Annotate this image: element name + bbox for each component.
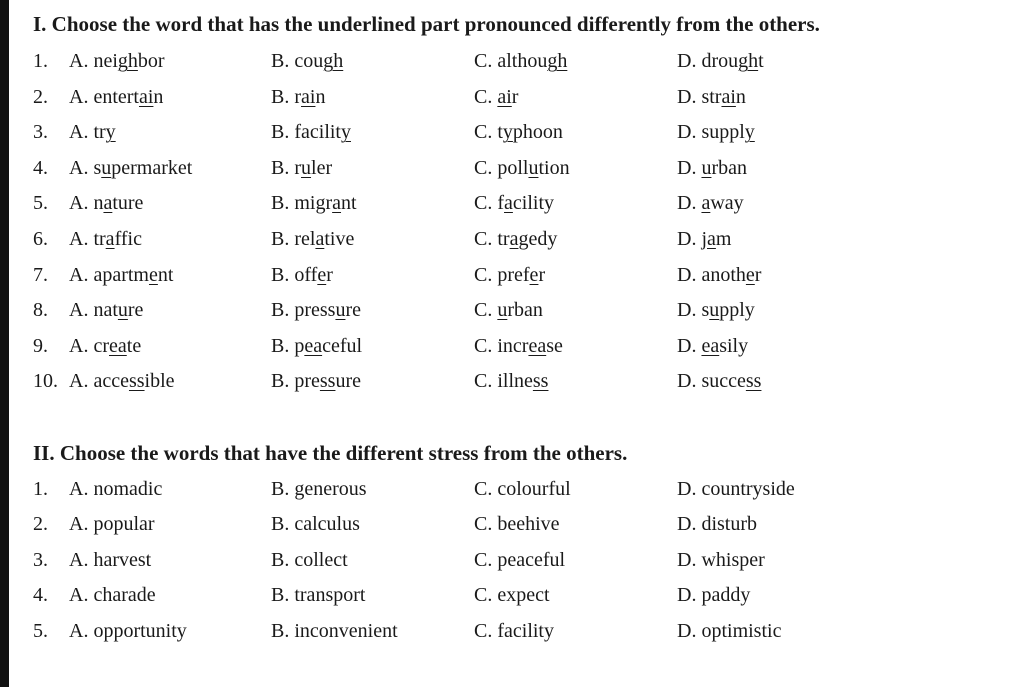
option-b: [271, 370, 361, 393]
worksheet: [33, 0, 1018, 687]
word-prefix: press: [294, 299, 336, 322]
option-letter: A.: [69, 263, 89, 286]
underlined-part: u: [101, 156, 112, 179]
word-suffix: re: [127, 299, 144, 322]
underlined-part: a: [105, 228, 115, 250]
option-letter: C.: [474, 299, 493, 322]
option-letter: C.: [474, 192, 493, 215]
underlined-part: ss: [128, 370, 145, 393]
question-number: 3.: [33, 121, 48, 144]
underlined-part: a: [707, 228, 716, 250]
option-d: [677, 549, 765, 572]
option-letter: D.: [677, 228, 697, 250]
option-d: [677, 478, 795, 501]
word-prefix: calculus: [294, 513, 360, 536]
word-suffix: ture: [112, 192, 144, 215]
option-letter: B.: [271, 334, 290, 357]
underlined-part: e: [529, 263, 539, 286]
underlined-part: u: [528, 156, 539, 179]
word-prefix: colourful: [497, 478, 571, 500]
underlined-part: y: [340, 121, 351, 144]
option-a: [69, 478, 162, 501]
word-prefix: popular: [93, 513, 155, 536]
word-prefix: generous: [294, 478, 367, 500]
question-number: 10.: [33, 370, 58, 393]
underlined-part: u: [497, 299, 508, 322]
word-prefix: paddy: [701, 584, 751, 607]
word-suffix: ure: [335, 370, 362, 393]
option-b: [271, 157, 332, 180]
word-prefix: opportunity: [93, 619, 187, 642]
option-letter: B.: [271, 263, 290, 286]
option-a: [69, 549, 151, 572]
word-suffix: sily: [719, 334, 749, 357]
option-c: [474, 478, 571, 501]
word-suffix: way: [710, 192, 744, 215]
word-prefix: charade: [93, 584, 156, 607]
option-letter: A.: [69, 548, 89, 571]
word-suffix: ceful: [322, 334, 363, 357]
word-prefix: poll: [497, 156, 529, 179]
word-prefix: off: [294, 263, 318, 286]
underlined-part: a: [103, 192, 113, 215]
word-prefix: cou: [294, 50, 324, 72]
option-letter: C.: [474, 85, 493, 108]
option-letter: A.: [69, 370, 89, 393]
question-number: 9.: [33, 334, 48, 357]
underlined-part: u: [709, 299, 720, 322]
question-number: 3.: [33, 548, 48, 571]
option-a: [69, 299, 143, 322]
question-number: 1.: [33, 478, 48, 500]
option-c: [474, 549, 565, 572]
option-c: [474, 228, 557, 251]
option-letter: A.: [69, 478, 89, 500]
underlined-part: gh: [323, 50, 344, 72]
word-suffix: permarket: [111, 156, 193, 179]
underlined-part: y: [502, 121, 513, 144]
word-prefix: migr: [294, 192, 333, 215]
underlined-part: ss: [532, 370, 549, 393]
option-b: [271, 513, 360, 536]
word-prefix: transport: [294, 584, 366, 607]
option-a: [69, 620, 187, 643]
option-a: [69, 228, 142, 251]
option-b: [271, 50, 343, 73]
option-letter: A.: [69, 513, 89, 536]
option-letter: D.: [677, 370, 697, 393]
option-b: [271, 121, 351, 144]
word-prefix: beehive: [497, 513, 560, 536]
option-b: [271, 620, 398, 643]
underlined-part: gh: [117, 50, 138, 72]
option-c: [474, 299, 543, 322]
option-letter: D.: [677, 192, 697, 215]
option-b: [271, 228, 354, 251]
word-suffix: t: [758, 50, 764, 72]
question-number: 8.: [33, 299, 48, 322]
option-letter: A.: [69, 584, 89, 607]
underlined-part: ai: [301, 85, 316, 108]
word-suffix: cility: [512, 192, 555, 215]
option-c: [474, 620, 554, 643]
option-letter: B.: [271, 156, 290, 179]
underlined-part: y: [744, 121, 755, 144]
option-letter: B.: [271, 370, 290, 393]
question-number: 1.: [33, 50, 48, 72]
option-a: [69, 335, 141, 358]
underlined-part: gh: [547, 50, 568, 72]
word-prefix: cr: [93, 334, 109, 357]
word-prefix: r: [294, 156, 302, 179]
word-suffix: ffic: [114, 228, 142, 250]
option-b: [271, 584, 365, 607]
option-letter: A.: [69, 156, 89, 179]
option-a: [69, 584, 156, 607]
underlined-part: a: [504, 192, 513, 215]
question-number: 5.: [33, 619, 48, 642]
option-letter: D.: [677, 513, 697, 536]
word-prefix: nat: [93, 299, 118, 322]
word-suffix: m: [715, 228, 732, 250]
option-letter: C.: [474, 370, 493, 393]
word-prefix: tr: [497, 228, 510, 250]
option-letter: A.: [69, 619, 89, 642]
option-letter: C.: [474, 263, 493, 286]
option-letter: B.: [271, 548, 290, 571]
underlined-part: ss: [319, 370, 336, 393]
option-letter: D.: [677, 50, 697, 72]
word-suffix: nt: [341, 192, 357, 215]
option-letter: C.: [474, 156, 493, 179]
underlined-part: ea: [528, 334, 547, 357]
option-d: [677, 157, 747, 180]
word-suffix: pply: [719, 299, 755, 322]
word-suffix: r: [538, 263, 546, 286]
word-prefix: apartm: [93, 263, 149, 286]
option-letter: B.: [271, 121, 290, 144]
underlined-part: a: [701, 192, 711, 215]
word-suffix: ible: [144, 370, 175, 393]
option-letter: C.: [474, 513, 493, 536]
option-letter: B.: [271, 584, 290, 607]
option-d: [677, 335, 748, 358]
option-letter: D.: [677, 478, 697, 500]
underlined-part: ai: [721, 85, 736, 108]
option-letter: B.: [271, 478, 290, 500]
option-letter: C.: [474, 478, 493, 500]
option-letter: A.: [69, 334, 89, 357]
underlined-part: ea: [304, 334, 323, 357]
word-suffix: r: [754, 263, 762, 286]
option-letter: A.: [69, 299, 89, 322]
left-edge-bar: [0, 0, 9, 687]
word-prefix: p: [294, 334, 305, 357]
word-prefix: suppl: [701, 121, 745, 144]
option-letter: B.: [271, 85, 290, 108]
option-c: [474, 370, 548, 393]
word-suffix: n: [153, 85, 164, 108]
underlined-part: gh: [738, 50, 759, 72]
word-suffix: n: [735, 85, 746, 108]
underlined-part: ss: [745, 370, 762, 393]
word-prefix: nomadic: [93, 478, 163, 500]
option-letter: B.: [271, 192, 290, 215]
word-prefix: tr: [93, 228, 106, 250]
option-a: [69, 264, 173, 287]
underlined-part: u: [301, 156, 312, 179]
option-d: [677, 299, 755, 322]
underlined-part: ai: [138, 85, 154, 108]
underlined-part: a: [315, 228, 325, 250]
option-letter: A.: [69, 50, 89, 72]
option-c: [474, 50, 567, 73]
word-prefix: r: [294, 85, 302, 108]
option-d: [677, 264, 761, 287]
option-letter: D.: [677, 299, 697, 322]
word-suffix: gedy: [518, 228, 558, 250]
option-letter: A.: [69, 121, 89, 144]
word-prefix: rel: [294, 228, 316, 250]
option-letter: C.: [474, 334, 493, 357]
option-letter: C.: [474, 584, 493, 607]
word-prefix: nei: [93, 50, 118, 72]
option-letter: B.: [271, 50, 290, 72]
option-d: [677, 584, 750, 607]
option-letter: C.: [474, 548, 493, 571]
option-c: [474, 157, 570, 180]
option-c: [474, 513, 560, 536]
option-d: [677, 513, 757, 536]
option-letter: B.: [271, 619, 290, 642]
word-prefix: str: [701, 85, 722, 108]
underlined-part: a: [332, 192, 342, 215]
question-number: 4.: [33, 156, 48, 179]
option-letter: A.: [69, 85, 89, 108]
word-prefix: acce: [93, 370, 129, 393]
underlined-part: u: [117, 299, 128, 322]
word-suffix: n: [315, 85, 326, 108]
word-prefix: anoth: [701, 263, 746, 286]
option-b: [271, 335, 362, 358]
word-suffix: rban: [711, 156, 747, 179]
word-suffix: rban: [507, 299, 543, 322]
word-suffix: bor: [137, 50, 165, 72]
option-letter: D.: [677, 263, 697, 286]
option-letter: C.: [474, 619, 493, 642]
option-d: [677, 86, 746, 109]
underlined-part: ea: [701, 334, 720, 357]
option-letter: D.: [677, 121, 697, 144]
word-suffix: ler: [311, 156, 333, 179]
word-prefix: s: [701, 299, 710, 322]
underlined-part: y: [105, 121, 116, 144]
word-prefix: succe: [701, 370, 746, 393]
section-2-heading: II. Choose the words that have the different stress from the others.: [33, 441, 628, 465]
word-suffix: phoon: [512, 121, 563, 144]
word-prefix: collect: [294, 548, 348, 571]
section-1-heading: I. Choose the word that has the underlined part pronounced differently from the others.: [33, 12, 820, 36]
option-b: [271, 299, 361, 322]
word-suffix: tion: [538, 156, 570, 179]
word-prefix: pre: [294, 370, 320, 393]
option-c: [474, 86, 518, 109]
option-a: [69, 157, 192, 180]
question-number: 4.: [33, 584, 48, 607]
option-a: [69, 192, 143, 215]
option-letter: A.: [69, 192, 89, 215]
question-number: 2.: [33, 85, 48, 108]
word-prefix: drou: [701, 50, 739, 72]
option-a: [69, 121, 116, 144]
word-prefix: t: [497, 121, 503, 144]
word-prefix: s: [93, 156, 102, 179]
word-suffix: te: [126, 334, 142, 357]
underlined-part: ai: [497, 85, 512, 108]
option-a: [69, 86, 163, 109]
word-prefix: peaceful: [497, 548, 566, 571]
option-letter: C.: [474, 50, 493, 72]
underlined-part: ea: [109, 334, 127, 357]
option-b: [271, 549, 348, 572]
option-letter: D.: [677, 334, 697, 357]
word-prefix: tr: [93, 121, 106, 144]
option-b: [271, 192, 357, 215]
option-d: [677, 192, 744, 215]
word-prefix: entert: [93, 85, 139, 108]
word-prefix: countryside: [701, 478, 795, 500]
word-prefix: incr: [497, 334, 529, 357]
option-b: [271, 264, 333, 287]
question-number: 7.: [33, 263, 48, 286]
underlined-part: e: [745, 263, 755, 286]
word-prefix: harvest: [93, 548, 152, 571]
word-prefix: facility: [497, 619, 554, 642]
word-prefix: optimistic: [701, 619, 782, 642]
word-suffix: r: [511, 85, 519, 108]
word-prefix: f: [497, 192, 505, 215]
option-letter: D.: [677, 156, 697, 179]
option-letter: D.: [677, 584, 697, 607]
word-prefix: pref: [497, 263, 530, 286]
word-prefix: disturb: [701, 513, 758, 536]
option-letter: B.: [271, 228, 290, 250]
option-d: [677, 121, 755, 144]
option-a: [69, 513, 155, 536]
question-number: 5.: [33, 192, 48, 215]
word-prefix: inconvenient: [294, 619, 398, 642]
question-number: 6.: [33, 228, 48, 250]
option-letter: D.: [677, 85, 697, 108]
underlined-part: u: [701, 156, 712, 179]
option-letter: D.: [677, 619, 697, 642]
option-c: [474, 121, 563, 144]
option-letter: D.: [677, 548, 697, 571]
option-b: [271, 86, 325, 109]
word-prefix: facilit: [294, 121, 341, 144]
word-prefix: whisper: [701, 548, 765, 571]
word-prefix: althou: [497, 50, 548, 72]
word-prefix: illne: [497, 370, 533, 393]
option-d: [677, 50, 764, 73]
option-c: [474, 264, 545, 287]
word-prefix: n: [93, 192, 104, 215]
word-prefix: j: [701, 228, 708, 250]
underlined-part: u: [335, 299, 346, 322]
option-letter: B.: [271, 299, 290, 322]
underlined-part: e: [148, 263, 158, 286]
underlined-part: a: [509, 228, 519, 250]
option-c: [474, 335, 563, 358]
option-b: [271, 478, 367, 501]
word-prefix: expect: [497, 584, 550, 607]
word-suffix: se: [546, 334, 563, 357]
word-suffix: tive: [324, 228, 355, 250]
word-suffix: r: [326, 263, 333, 286]
underlined-part: e: [317, 263, 327, 286]
option-c: [474, 192, 554, 215]
word-suffix: nt: [157, 263, 174, 286]
option-letter: B.: [271, 513, 290, 536]
option-a: [69, 370, 175, 393]
option-letter: C.: [474, 121, 493, 144]
option-d: [677, 620, 781, 643]
option-d: [677, 370, 761, 393]
option-c: [474, 584, 550, 607]
option-d: [677, 228, 731, 251]
option-a: [69, 50, 165, 73]
word-suffix: re: [345, 299, 361, 322]
question-number: 2.: [33, 513, 48, 536]
option-letter: A.: [69, 228, 89, 250]
option-letter: C.: [474, 228, 493, 250]
